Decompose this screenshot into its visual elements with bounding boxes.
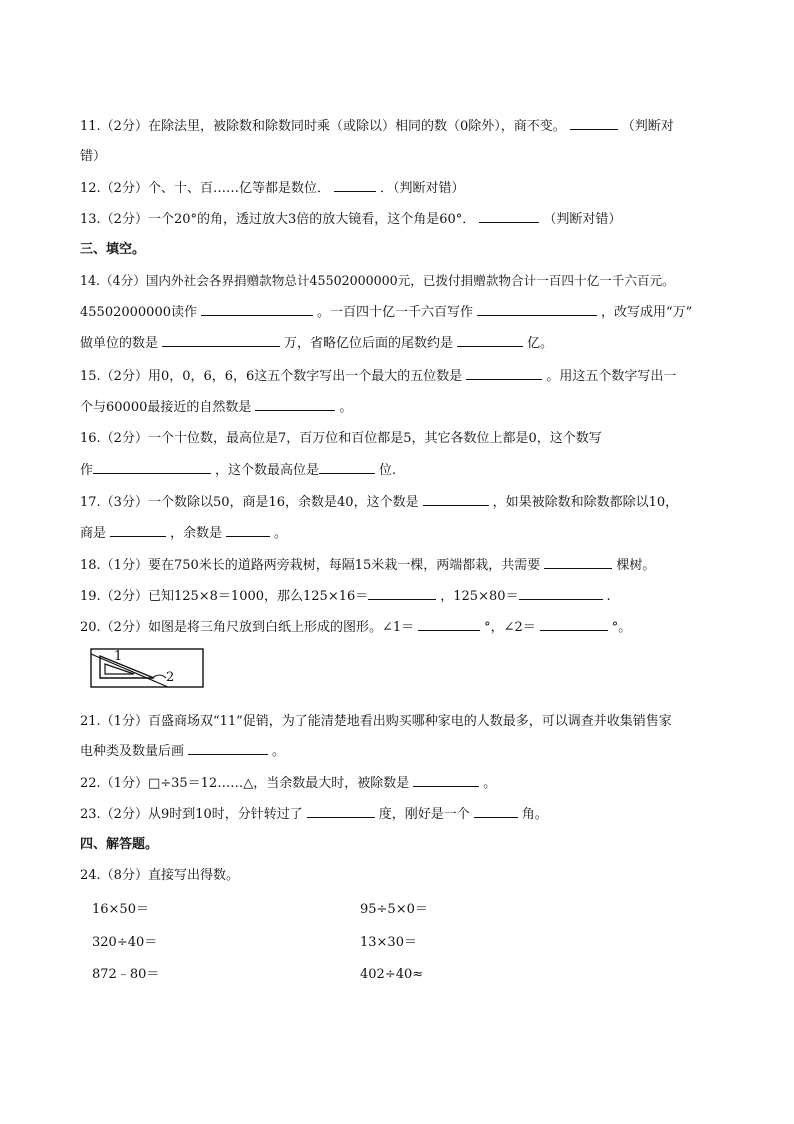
triangle-inner <box>105 664 134 674</box>
question-14-part-e: 万，省略亿位后面的尾数约是 <box>284 336 454 351</box>
question-18-text: 18.（1分）要在750米长的道路两旁栽树，每隔15米栽一棵，两端都栽，共需要 <box>80 558 541 573</box>
question-14-part-d: 做单位的数是 <box>80 336 159 351</box>
question-21-line-1: 21.（1分）百盛商场双“11”促销，为了能清楚地看出购买哪种家电的人数最多，可以调查并收集销售家 <box>80 714 672 729</box>
question-22-tail: 。 <box>483 776 497 791</box>
answer-blank-18[interactable] <box>544 556 612 569</box>
question-19-part-b: ，125×80＝ <box>440 589 519 604</box>
question-14-part-a: 45502000000读作 <box>80 305 197 320</box>
question-14-part-b: 。一百四十亿一千六百写作 <box>316 305 473 320</box>
answer-blank-14c[interactable] <box>162 334 280 347</box>
question-17-part-c: 商是 <box>80 526 107 541</box>
question-21-part-a: 电种类及数量后画 <box>80 744 185 759</box>
question-23-part-c: 角。 <box>521 807 548 822</box>
question-17-part-e: 。 <box>274 526 288 541</box>
answer-blank-17b[interactable] <box>110 524 166 537</box>
answer-blank-20a[interactable] <box>418 618 480 631</box>
question-15-part-a: 15.（2分）用0，0，6，6，6这五个数字写出一个最大的五位数是 <box>80 369 463 384</box>
question-14-line-2 <box>80 303 692 322</box>
answer-blank-14a[interactable] <box>201 303 313 316</box>
question-21-part-b: 。 <box>272 744 286 759</box>
question-16-part-a: 作 <box>80 463 94 478</box>
answer-blank-19b[interactable] <box>519 587 603 600</box>
calc-item: 13×30＝ <box>360 935 417 950</box>
question-16-line-2 <box>80 461 396 480</box>
question-23-part-a: 23.（2分）从9时到10时，分针转过了 <box>80 807 303 822</box>
question-20-part-b: °，∠2＝ <box>484 620 536 635</box>
question-17-line-2 <box>80 524 287 543</box>
question-17-line-1 <box>80 493 678 512</box>
triangle-outer <box>100 656 154 678</box>
answer-blank-14b[interactable] <box>477 303 597 316</box>
question-14-line-3 <box>80 334 553 353</box>
answer-blank-15b[interactable] <box>255 398 335 411</box>
question-16-part-c: 位. <box>379 463 397 478</box>
question-17-part-a: 17.（3分）一个数除以50，商是16，余数是40，这个数是 <box>80 495 419 510</box>
question-12 <box>80 179 464 198</box>
answer-blank-23b[interactable] <box>474 805 518 818</box>
question-23 <box>80 805 548 824</box>
question-15-part-c: 个与60000最接近的自然数是 <box>80 400 252 415</box>
answer-blank-20b[interactable] <box>540 618 608 631</box>
calc-item: 16×50＝ <box>92 902 149 917</box>
answer-blank-17c[interactable] <box>226 524 270 537</box>
question-19-part-a: 19.（2分）已知125×8＝1000，那么125×16＝ <box>80 589 369 604</box>
question-11-tail: （判断对 <box>621 119 674 134</box>
answer-blank-21[interactable] <box>188 742 268 755</box>
angle-1-label: 1 <box>114 649 123 664</box>
section-3-heading: 三、填空。 <box>80 242 146 257</box>
angle-2-label: 2 <box>166 670 175 685</box>
question-19-part-c: . <box>606 589 611 604</box>
question-14-part-f: 亿。 <box>527 336 554 351</box>
question-18-tail: 棵树。 <box>616 558 656 573</box>
question-21-line-2 <box>80 742 285 761</box>
question-22 <box>80 774 496 793</box>
calc-item: 402÷40≈ <box>360 967 424 982</box>
question-14-part-c: ，改写成用“万” <box>601 305 693 320</box>
question-11-cont: 错） <box>80 149 107 164</box>
question-20 <box>80 618 631 637</box>
calc-item: 95÷5×0＝ <box>360 902 428 917</box>
answer-blank-15a[interactable] <box>466 367 542 380</box>
question-15-part-d: 。 <box>339 400 353 415</box>
question-19 <box>80 587 611 606</box>
question-14-line-1: 14.（4分）国内外社会各界捐赠款物总计45502000000元，已拨付捐赠款物合计一百四十亿一千六百元。 <box>80 273 675 288</box>
calc-item: 320÷40＝ <box>92 935 158 950</box>
question-18 <box>80 556 655 575</box>
answer-blank-11[interactable] <box>570 117 618 130</box>
question-13-tail: （判断对错） <box>543 212 622 227</box>
question-12-text: 12.（2分）个、十、百……亿等都是数位． <box>80 181 330 196</box>
triangle-ruler-figure <box>90 648 204 688</box>
question-16-part-b: ，这个数最高位是 <box>215 463 320 478</box>
question-20-part-c: °。 <box>611 620 632 635</box>
answer-blank-13[interactable] <box>479 210 539 223</box>
question-23-part-b: 度，刚好是一个 <box>378 807 470 822</box>
answer-blank-16b[interactable] <box>319 461 375 474</box>
question-17-part-d: ，余数是 <box>170 526 223 541</box>
question-12-tail: ．（判断对错） <box>379 181 465 196</box>
paper-rect <box>91 649 203 687</box>
paper-fold-line <box>91 654 168 687</box>
question-15-part-b: 。用这五个数字写出一 <box>546 369 677 384</box>
answer-blank-19a[interactable] <box>368 587 436 600</box>
answer-blank-17a[interactable] <box>423 493 489 506</box>
question-20-part-a: 20.（2分）如图是将三角尺放到白纸上形成的图形。∠1＝ <box>80 620 415 635</box>
question-13-text: 13.（2分）一个20°的角，透过放大3倍的放大镜看，这个角是60°． <box>80 212 476 227</box>
question-15-line-1 <box>80 367 676 386</box>
question-11 <box>80 117 674 136</box>
answer-blank-16a[interactable] <box>93 461 211 474</box>
answer-blank-22[interactable] <box>413 774 479 787</box>
question-15-line-2 <box>80 398 352 417</box>
answer-blank-14d[interactable] <box>457 334 523 347</box>
question-24-title: 24.（8分）直接写出得数。 <box>80 868 239 883</box>
answer-blank-12[interactable] <box>334 179 376 192</box>
calc-item: 872﹣80＝ <box>92 967 160 982</box>
question-22-text: 22.（1分）□÷35＝12……△，当余数最大时，被除数是 <box>80 776 410 791</box>
answer-blank-23a[interactable] <box>307 805 375 818</box>
question-17-part-b: ，如果被除数和除数都除以10， <box>492 495 679 510</box>
section-4-heading: 四、解答题。 <box>80 837 159 852</box>
question-13 <box>80 210 621 229</box>
question-16-line-1: 16.（2分）一个十位数，最高位是7，百万位和百位都是5，其它各数位上都是0，这个数写 <box>80 431 602 446</box>
question-11-text: 11.（2分）在除法里，被除数和除数同时乘（或除以）相同的数（0除外），商不变。 <box>80 119 566 134</box>
